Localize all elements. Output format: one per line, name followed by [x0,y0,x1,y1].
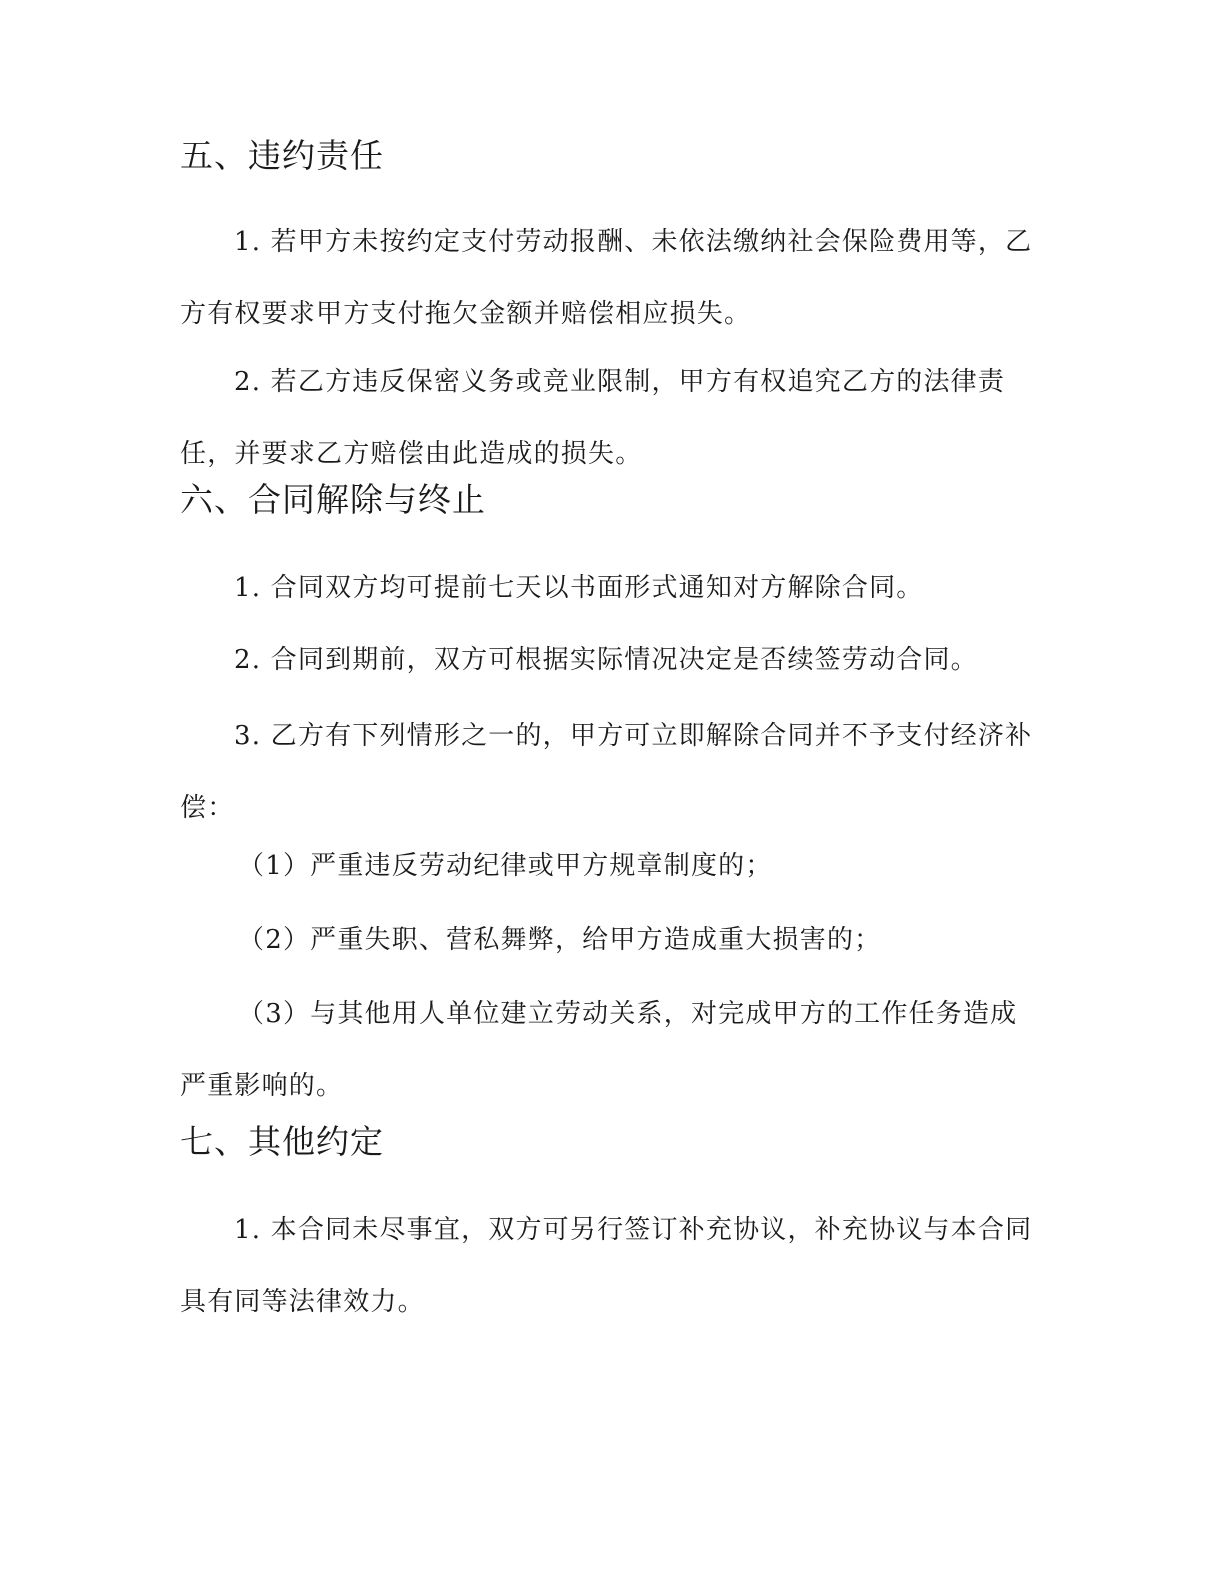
section-heading-termination: 六、合同解除与终止 [180,480,486,519]
paragraph-termination-2: 2. 合同到期前，双方可根据实际情况决定是否续签劳动合同。 [234,645,978,675]
section-heading-other: 七、其他约定 [180,1122,384,1161]
paragraph-breach-2: 2. 若乙方违反保密义务或竞业限制，甲方有权追究乙方的法律责任，并要求乙方赔偿由此造成的损失。 [180,367,1006,469]
paragraph-breach-1: 1. 若甲方未按约定支付劳动报酬、未依法缴纳社会保险费用等，乙方有权要求甲方支付拖欠金额并赔偿相应损失。 [180,227,1033,329]
paragraph-termination-item-3: （3）与其他用人单位建立劳动关系，对完成甲方的工作任务造成严重影响的。 [180,999,1018,1101]
paragraph-termination-item-1: （1）严重违反劳动纪律或甲方规章制度的； [238,851,773,881]
paragraph-termination-3: 3. 乙方有下列情形之一的，甲方可立即解除合同并不予支付经济补偿： [180,721,1033,823]
paragraph-termination-item-2: （2）严重失职、营私舞弊，给甲方造成重大损害的； [238,925,882,955]
paragraph-other-1: 1. 本合同未尽事宜，双方可另行签订补充协议，补充协议与本合同具有同等法律效力。 [180,1215,1033,1317]
section-heading-breach-liability: 五、违约责任 [180,136,384,175]
paragraph-termination-1: 1. 合同双方均可提前七天以书面形式通知对方解除合同。 [234,573,924,603]
